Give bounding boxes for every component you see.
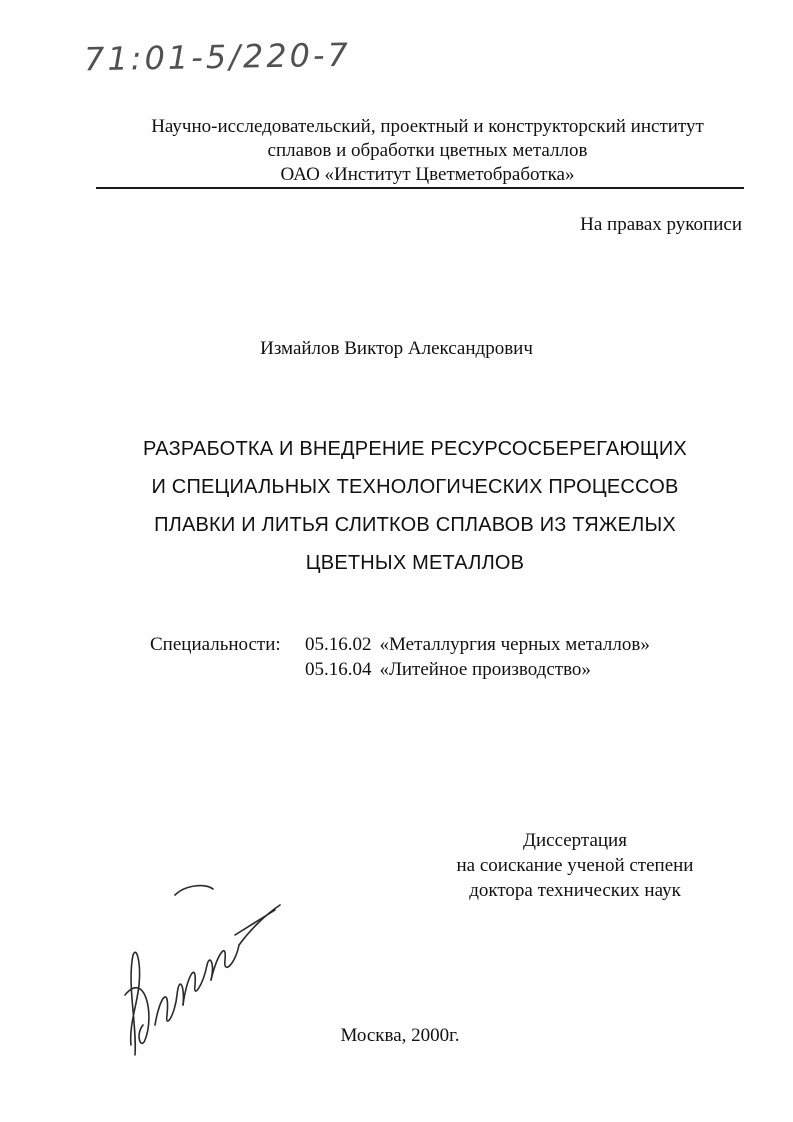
- specialty-row: [150, 632, 650, 657]
- degree-line-2: на соискание ученой степени: [456, 855, 694, 876]
- degree-line-3: доктора технических наук: [469, 880, 681, 901]
- specialties-label-spacer: [150, 657, 305, 682]
- degree-statement: [430, 828, 720, 903]
- specialties-label: Специальности:: [150, 634, 281, 655]
- place-and-year: Москва, 2000г.: [340, 1025, 460, 1046]
- institution-line-3: ОАО «Институт Цветметобработка»: [280, 164, 575, 185]
- specialty-code: 05.16.02: [305, 634, 372, 655]
- specialty-code: 05.16.04: [305, 659, 372, 680]
- title-line: ПЛАВКИ И ЛИТЬЯ СЛИТКОВ СПЛАВОВ ИЗ ТЯЖЕЛЫХ: [154, 514, 676, 536]
- institution-header: [60, 115, 793, 187]
- title-line: ЦВЕТНЫХ МЕТАЛЛОВ: [305, 552, 525, 574]
- title-line: И СПЕЦИАЛЬНЫХ ТЕХНОЛОГИЧЕСКИХ ПРОЦЕССОВ: [151, 476, 679, 498]
- rights-note: На правах рукописи: [580, 214, 742, 235]
- handwritten-archive-code: 71:01-5/220-7: [83, 35, 352, 79]
- institution-line-1: Научно-исследовательский, проектный и конструкторский институт: [151, 116, 704, 137]
- author-name: Измайлов Виктор Александрович: [260, 338, 533, 359]
- degree-line-1: Диссертация: [523, 830, 627, 851]
- dissertation-title: [100, 430, 730, 582]
- institution-line-2: сплавов и обработки цветных металлов: [267, 140, 588, 161]
- specialty-name: «Металлургия черных металлов»: [379, 634, 650, 655]
- header-divider: [96, 187, 744, 189]
- title-line: РАЗРАБОТКА И ВНЕДРЕНИЕ РЕСУРСОСБЕРЕГАЮЩИХ: [143, 438, 687, 460]
- specialty-row: [150, 657, 650, 682]
- specialty-name: «Литейное производство»: [379, 659, 591, 680]
- specialties-block: [150, 632, 650, 682]
